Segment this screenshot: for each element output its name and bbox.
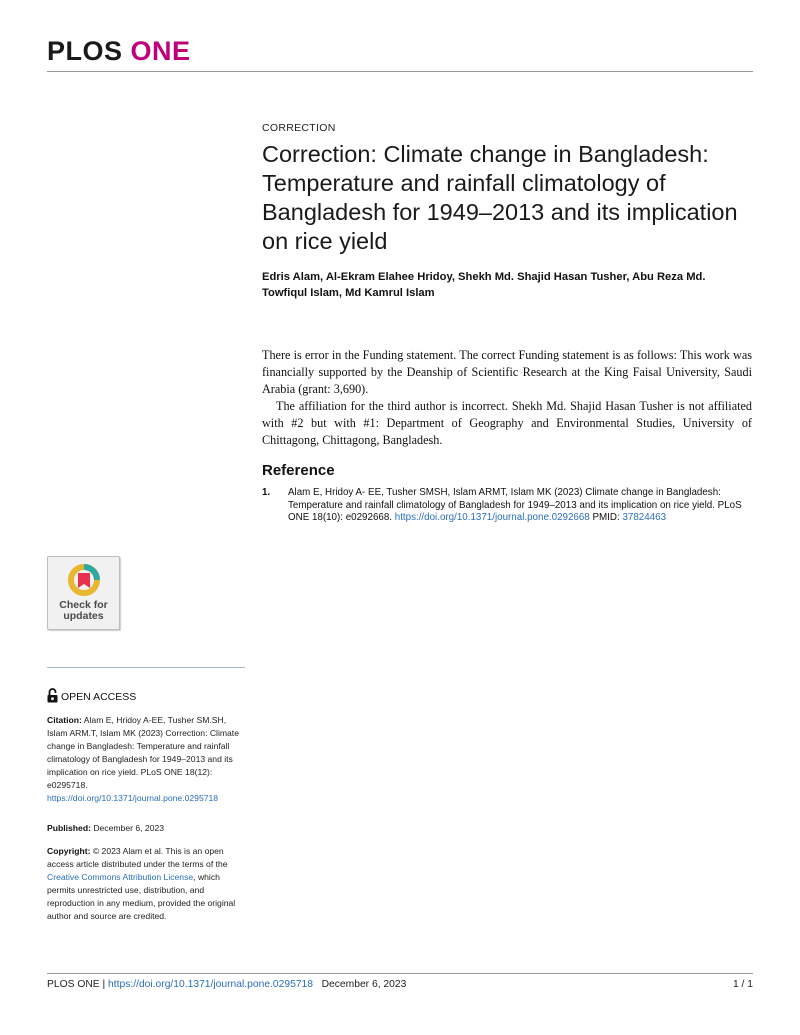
badge-line: Check for bbox=[59, 599, 108, 611]
published-label: Published: bbox=[47, 823, 91, 833]
page-number: 1 / 1 bbox=[732, 979, 753, 990]
reference-doi-link[interactable]: https://doi.org/10.1371/journal.pone.0292668 bbox=[394, 512, 590, 523]
references-heading: Reference bbox=[262, 462, 335, 479]
check-for-updates-badge[interactable] bbox=[47, 556, 120, 630]
reference-text-block bbox=[288, 487, 752, 525]
author-list: Edris Alam, Al-Ekram Elahee Hridoy, Shekh Md. Shajid Hasan Tusher, Abu Reza Md. Towfiqul Islam, Md Kamrul Islam bbox=[262, 271, 706, 299]
reference-pmid-link[interactable]: 37824463 bbox=[622, 512, 667, 523]
journal-logo bbox=[47, 36, 191, 67]
open-access-text: OPEN ACCESS bbox=[61, 691, 137, 703]
crossmark-icon bbox=[67, 563, 101, 597]
footer-divider bbox=[47, 973, 753, 974]
article-title: Correction: Climate change in Bangladesh: Temperature and rainfall climatology of Bangladesh for 1949–2013 and its implication on rice yield bbox=[262, 141, 738, 254]
body-paragraph: There is error in the Funding statement. The correct Funding statement is as follows: This work was financially supported by the Deanship of Scientific Research at the King Faisal University, Saudi Arabia (grant: 3,690). bbox=[262, 348, 752, 396]
page-footer bbox=[47, 979, 753, 990]
citation-text: Alam E, Hridoy A-EE, Tusher SM.SH, Islam ARM.T, Islam MK (2023) Correction: Climate change in Bangladesh: Temperature and rainfall climatology of Bangladesh for 1949–2013 and its implication on rice yield. PLoS ONE 18(12): e0295718. bbox=[47, 715, 239, 790]
copyright-label: Copyright: bbox=[47, 846, 91, 856]
body-paragraph: The affiliation for the third author is incorrect. Shekh Md. Shajid Hasan Tusher is not affiliated with #2 but with #1: Department of Geography and Environmental Studies, University of Chittagong, Chittagong, Bangladesh. bbox=[262, 399, 752, 447]
citation-doi-link[interactable]: https://doi.org/10.1371/journal.pone.0295718 bbox=[47, 793, 219, 803]
copyright-block bbox=[47, 845, 245, 923]
header-divider bbox=[47, 71, 753, 72]
reference-number: 1. bbox=[262, 487, 271, 498]
reference-pmid-label: PMID: bbox=[589, 512, 623, 523]
logo-plos: PLOS bbox=[47, 36, 123, 66]
footer-date: December 6, 2023 bbox=[321, 979, 407, 990]
reference-item bbox=[262, 487, 752, 525]
logo-one: ONE bbox=[130, 36, 191, 66]
article-body bbox=[262, 347, 752, 449]
badge-line: updates bbox=[63, 610, 104, 622]
reference-citation: Alam E, Hridoy A- EE, Tusher SMSH, Islam ARMT, Islam MK (2023) Climate change in Bangladesh: Temperature and rainfall climatology of Bangladesh for 1949–2013 and its implication on rice yield. PLoS ONE 18(10): e0292668. bbox=[288, 487, 742, 523]
open-lock-icon bbox=[47, 688, 58, 703]
published-date: December 6, 2023 bbox=[90, 823, 165, 833]
badge-label bbox=[48, 600, 119, 622]
footer-doi-link[interactable]: https://doi.org/10.1371/journal.pone.0295718 bbox=[108, 979, 314, 990]
copyright-text: © 2023 Alam et al. This is an open access article distributed under the terms of the bbox=[47, 846, 228, 869]
citation-block bbox=[47, 714, 245, 805]
sidebar-divider bbox=[47, 667, 245, 668]
citation-label: Citation: bbox=[47, 715, 82, 725]
article-type: CORRECTION bbox=[262, 122, 336, 134]
copyright-text: , which permits unrestricted use, distribution, and reproduction in any medium, provided the original author and source are credited. bbox=[47, 872, 236, 921]
footer-journal: PLOS ONE | bbox=[47, 979, 109, 990]
open-access-label bbox=[47, 688, 245, 703]
published-block bbox=[47, 822, 245, 835]
license-link[interactable]: Creative Commons Attribution License bbox=[47, 872, 194, 882]
